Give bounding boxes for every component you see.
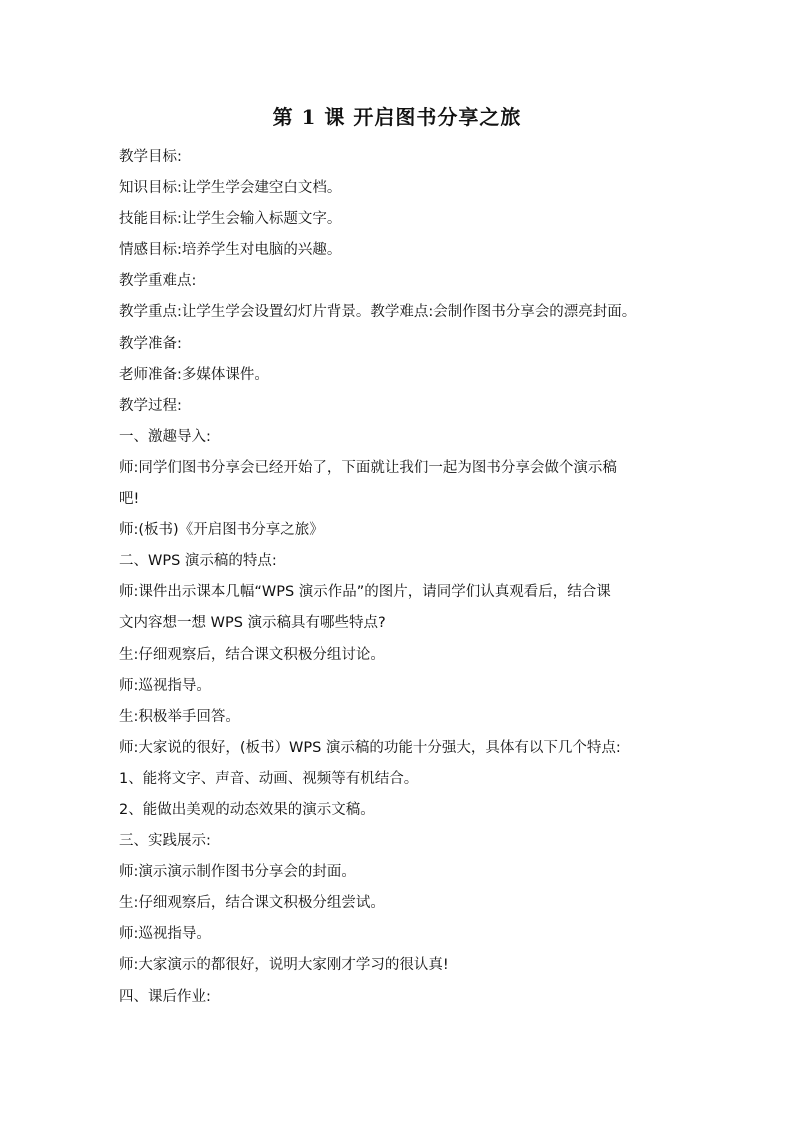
body-line: 二、WPS 演示稿的特点: [119,553,277,570]
body-line: 一、激趣导入: [119,428,211,445]
body-line: 教学准备: [119,335,182,352]
lesson-body [119,142,689,1013]
body-line: 三、实践展示: [119,833,211,850]
body-line: 师:巡视指导。 [119,926,211,943]
body-line: 四、课后作业: [119,988,211,1005]
body-line: 教学目标: [119,149,182,165]
body-line: 情感目标:培养学生对电脑的兴趣。 [119,242,342,259]
body-line: 师:大家演示的都很好，说明大家刚才学习的很认真! [119,957,449,974]
body-line: 师:大家说的很好，(板书）WPS 演示稿的功能十分强大，具体有以下几个特点: [119,739,621,756]
body-line: 教学重点:让学生学会设置幻灯片背景。教学难点:会制作图书分享会的漂亮封面。 [119,304,637,321]
body-line: 文内容想一想 WPS 演示稿具有哪些特点? [119,615,386,632]
body-line: 老师准备:多媒体课件。 [119,366,269,383]
body-line: 知识目标:让学生学会建空白文档。 [119,180,342,197]
body-line: 师:演示演示制作图书分享会的封面。 [119,864,356,881]
body-line: 师:巡视指导。 [119,677,211,694]
body-line: 师:同学们图书分享会已经开始了，下面就让我们一起为图书分享会做个演示稿 [119,459,617,476]
body-line: 师:课件出示课本几幅“WPS 演示作品”的图片，请同学们认真观看后，结合课 [119,584,611,601]
body-line: 师:(板书)《开启图书分享之旅》 [119,522,324,539]
body-line: 1、能将文字、声音、动画、视频等有机结合。 [119,770,419,787]
body-line: 技能目标:让学生会输入标题文字。 [119,211,342,228]
body-line: 生:仔细观察后，结合课文积极分组讨论。 [119,646,385,663]
body-line: 教学重难点: [119,273,197,290]
body-line: 生:仔细观察后，结合课文积极分组尝试。 [119,895,385,912]
body-line: 生:积极举手回答。 [119,708,240,725]
lesson-title: 第 1 课 开启图书分享之旅 [272,105,522,129]
body-line: 吧! [119,491,140,508]
body-line: 教学过程: [119,397,182,414]
body-line: 2、能做出美观的动态效果的演示文稿。 [119,801,375,818]
